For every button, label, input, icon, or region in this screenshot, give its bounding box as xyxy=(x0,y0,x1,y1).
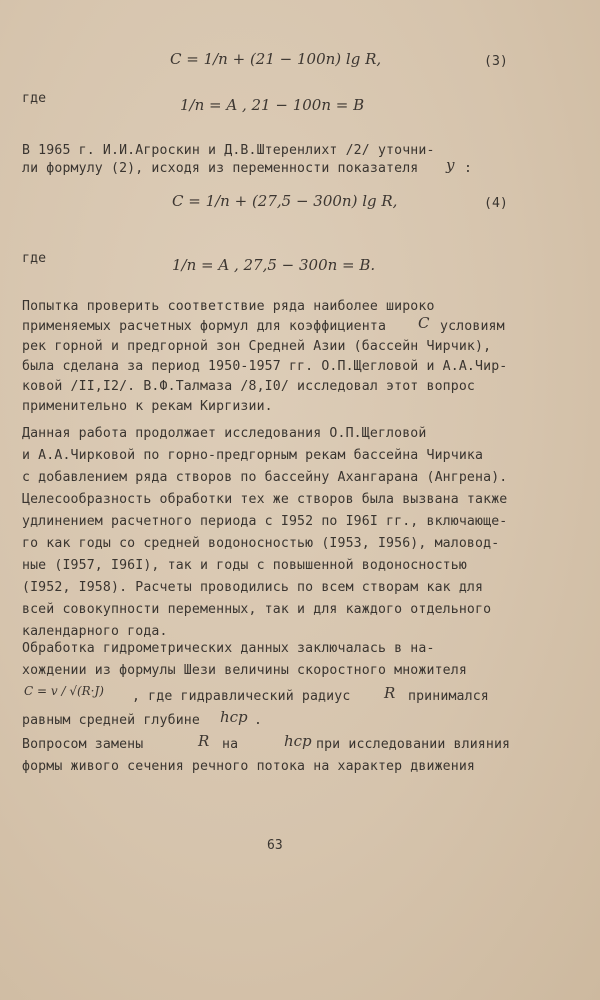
para5-symbol-h: hср xyxy=(284,732,312,750)
para3-line5: удлинением расчетного периода с I952 по I96I гг., включающе- xyxy=(22,514,508,529)
para1-line2: ли формулу (2), исходя из переменности показателя xyxy=(22,161,419,176)
para2-line2-end: условиям xyxy=(440,319,505,334)
para2-line1: Попытка проверить соответствие ряда наиболее широко xyxy=(22,299,435,314)
para1-line1: В 1965 г. И.И.Агроскин и Д.В.Штеренлихт /2/ уточни- xyxy=(22,143,435,158)
para1-colon: : xyxy=(464,161,473,176)
para2-line4: была сделана за период 1950-1957 гг. О.П.Щегловой и А.А.Чир- xyxy=(22,359,508,374)
formula-4-definitions: 1/n = A , 27,5 − 300n = B. xyxy=(172,256,376,274)
para5-line1-end: при исследовании влияния xyxy=(316,737,511,752)
para3-line2: и А.А.Чирковой по горно-предгорным рекам бассейна Чирчика xyxy=(22,448,484,463)
para2-line6: применительно к рекам Киргизии. xyxy=(22,399,273,414)
where-label-2: где xyxy=(22,251,47,266)
para4-line3-end: принимался xyxy=(408,689,489,704)
para4-line3-mid: , где гидравлический радиус xyxy=(132,689,351,704)
para2-line3: рек горной и предгорной зон Средней Азии (бассейн Чирчик), xyxy=(22,339,492,354)
para4-symbol-h: hср xyxy=(220,708,248,726)
para3-line9: всей совокупности переменных, так и для каждого отдельного xyxy=(22,602,492,617)
para5-line2: формы живого сечения речного потока на характер движения xyxy=(22,759,476,774)
para5-line1-start: Вопросом замены xyxy=(22,737,144,752)
para5-line1-na: на xyxy=(222,737,239,752)
para4-line4: равным средней глубине xyxy=(22,713,200,728)
para3-line6: го как годы со средней водоносностью (I953, I956), маловод- xyxy=(22,536,500,551)
where-label-1: где xyxy=(22,91,47,106)
chezy-formula: C = v / √(R·J) xyxy=(24,684,104,698)
para4-line2: хождении из формулы Шези величины скоростного множителя xyxy=(22,663,467,678)
para2-line5: ковой /II,I2/. В.Ф.Талмаза /8,I0/ исследовал этот вопрос xyxy=(22,379,476,394)
formula-4-number: (4) xyxy=(484,196,508,211)
page-number: 63 xyxy=(267,838,283,853)
para1-symbol-y: y xyxy=(446,156,455,174)
para4-symbol-r: R xyxy=(384,684,396,702)
para4-line1: Обработка гидрометрических данных заключалась в на- xyxy=(22,641,435,656)
formula-3-definitions: 1/n = A , 21 − 100n = B xyxy=(180,96,365,114)
para3-line4: Целесообразность обработки тех же створов была вызвана также xyxy=(22,492,508,507)
formula-3: C = 1/n + (21 − 100n) lg R, xyxy=(170,50,382,68)
para3-line8: (I952, I958). Расчеты проводились по всем створам как для xyxy=(22,580,484,595)
para3-line10: календарного года. xyxy=(22,624,168,639)
para2-line2: применяемых расчетных формул для коэффициента xyxy=(22,319,387,334)
formula-4: C = 1/n + (27,5 − 300n) lg R, xyxy=(172,192,398,210)
para2-symbol-c: C xyxy=(418,314,430,332)
para3-line3: с добавлением ряда створов по бассейну Ахангарана (Ангрена). xyxy=(22,470,508,485)
formula-3-number: (3) xyxy=(484,54,508,69)
para3-line7: ные (I957, I96I), так и годы с повышенной водоносностью xyxy=(22,558,467,573)
para4-dot: . xyxy=(254,713,263,728)
para3-line1: Данная работа продолжает исследования О.П.Щегловой xyxy=(22,426,427,441)
para5-symbol-r: R xyxy=(198,732,210,750)
